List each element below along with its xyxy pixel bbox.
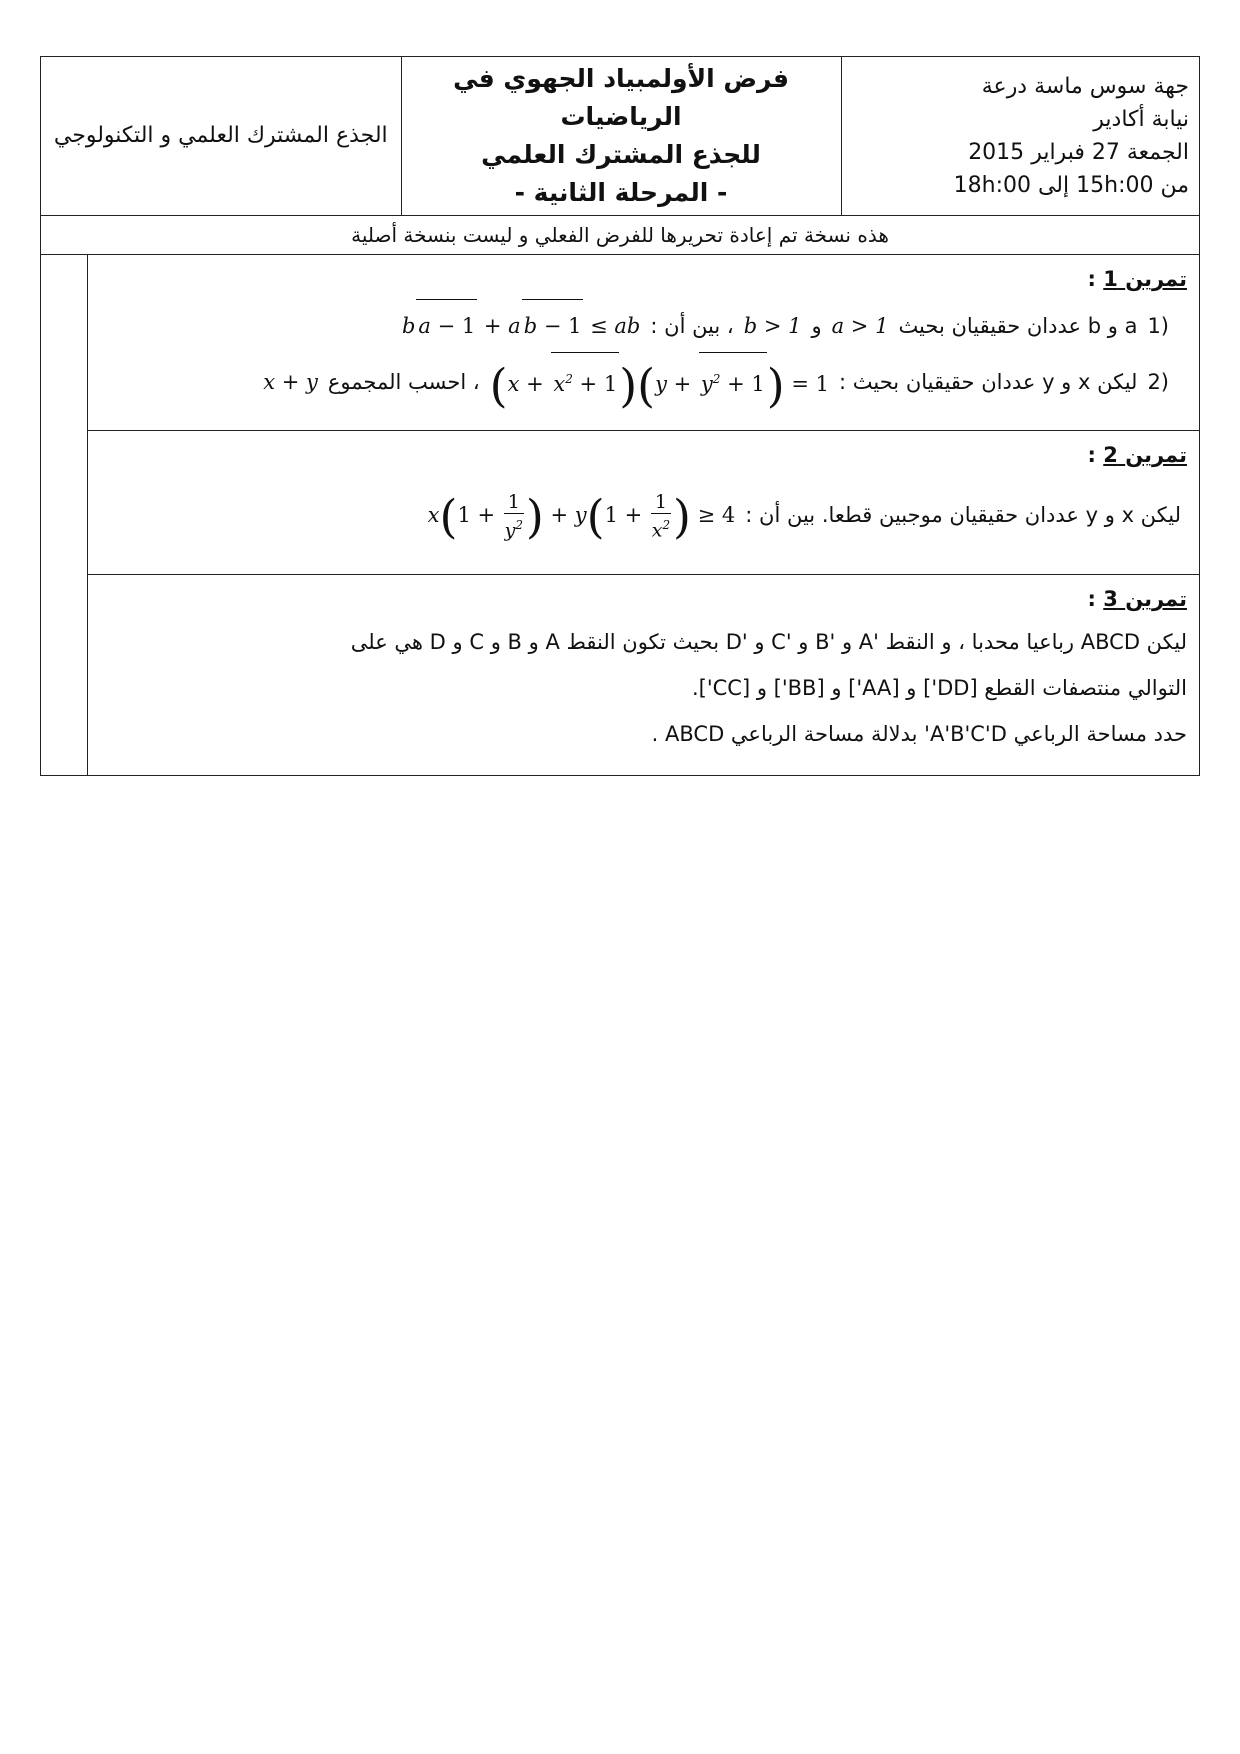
exercise-3-line-2: التوالي منتصفات القطع [DD'] و [AA'] و [BB'] و [CC']. (691, 676, 1187, 700)
exercises-box (40, 255, 1200, 776)
exam-date: الجمعة 27 فبراير 2015 (968, 140, 1189, 165)
directorate: نيابة أكادير (1093, 107, 1189, 132)
exercise-1-question-1: 1) a و b عددان حقيقيان بحيث a > 1 و b > 1 ، بين أن : b a − 1 + a b − 1 ≤ ab (100, 299, 1187, 352)
exam-page (40, 56, 1200, 776)
exam-level: الجذع المشترك العلمي و التكنولوجي (41, 57, 402, 216)
exercise-3-line-3: حدد مساحة الرباعي A'B'C'D' بدلالة مساحة الرباعي ABCD . (651, 722, 1187, 746)
exercise-2-statement: ليكن x و y عددان حقيقيان موجبين قطعا. بين أن : x(1 + $\frac{1}{y^2}$ ) + y(1 + $\frac{1}{x^2}$ ) ≥ 4 (100, 475, 1187, 557)
equation-1: $(x + x^2 + 1)(y + y^2 + 1) = 1$ (490, 352, 829, 412)
exercise-3-title: تمرين 3 : (1087, 587, 1187, 611)
exercise-1-question-2: 2) ليكن x و y عددان حقيقيان بحيث : $(x + x^2 + 1)(y + y^2 + 1) = 1$ ، احسب المجموع x + y (100, 352, 1187, 412)
exercise-3 (88, 575, 1199, 775)
inequality-2: x(1 + $\frac{1}{y^2}$ ) + y(1 + $\frac{1}{x^2}$ ) ≥ 4 (427, 489, 736, 543)
exam-header (40, 56, 1200, 255)
inequality-1: b a − 1 + a b − 1 ≤ ab (402, 299, 640, 352)
exercise-1-title: تمرين 1 : (1087, 267, 1187, 291)
exercise-2-title: تمرين 2 : (1087, 442, 1187, 467)
region-name: جهة سوس ماسة درعة (981, 74, 1189, 99)
exercise-3-line-1: ليكن ABCD رباعيا محدبا ، و النقط 'A و 'B و 'C و 'D بحيث تكون النقط A و B و C و D هي على (350, 630, 1187, 654)
exercise-2 (88, 431, 1199, 576)
region-info (841, 57, 1200, 216)
grading-margin (41, 255, 88, 775)
exercise-1 (88, 255, 1199, 431)
exam-title: فرض الأولمبياد الجهوي في الرياضيات للجذع المشترك العلمي - المرحلة الثانية - (401, 57, 841, 216)
exam-time: من 15h:00 إلى 18h:00 (953, 173, 1189, 198)
copy-note: هذه نسخة تم إعادة تحريرها للفرض الفعلي و ليست بنسخة أصلية (41, 216, 1200, 255)
